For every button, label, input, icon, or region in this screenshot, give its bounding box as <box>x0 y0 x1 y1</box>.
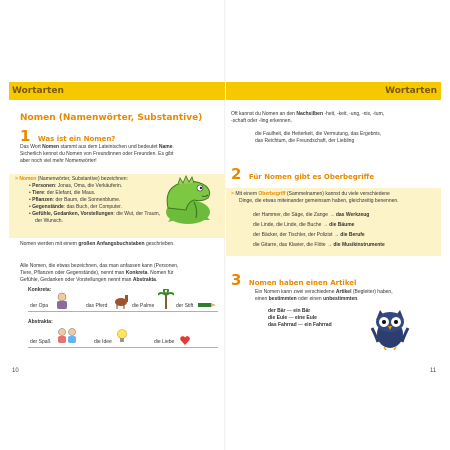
s3-text: einen <box>255 296 269 302</box>
intro-text: . <box>172 144 174 150</box>
section-1-title: Was ist ein Nomen? <box>37 135 116 143</box>
article-pair: der Bär — ein Bär <box>268 308 311 314</box>
right-band-title: Wortarten <box>385 86 437 96</box>
item-value: : das Buch, der Computer. <box>63 204 122 210</box>
suffix-examples <box>255 131 440 145</box>
section-3-number: 3 <box>231 271 242 289</box>
intro-line: -schaft oder -ling erkennen. <box>231 118 292 124</box>
left-main-title: Nomen (Namenwörter, Substantive) <box>20 113 203 123</box>
konkreta-word-pferd: das Pferd <box>86 303 108 309</box>
paragraph-text: . Nomen für <box>147 270 174 276</box>
konkreta-word-opa: der Opa <box>30 303 49 309</box>
paragraph-text: Tiere, Pflanzen oder Gegenstände), nennt man <box>20 270 126 276</box>
definite-article: der Bär <box>268 308 286 314</box>
section-1-number: 1 <box>20 127 31 145</box>
example-words: der Bäcker, der Tischler, der Polizist <box>253 232 333 238</box>
abstrakta-word-spass: der Spaß <box>30 339 51 345</box>
left-page-number: 10 <box>12 368 19 374</box>
s3-bold: bestimmten <box>268 296 297 302</box>
fun-icon <box>56 326 78 344</box>
paragraph-bold: Abstrakta <box>132 277 156 283</box>
konkreta-abstrakta-paragraph <box>20 263 220 284</box>
box-text: (Sammelnamen) kannst du viele verschiedene <box>285 191 390 197</box>
left-header-band <box>9 82 225 100</box>
section-3-text <box>255 289 440 303</box>
arrow-right-icon: → <box>322 222 328 228</box>
palm-icon <box>158 289 174 309</box>
examples-line: das Reichtum, die Freundschaft, der Liebling <box>255 138 355 144</box>
list-item: • Pflanzen: der Baum, die Sonnenblume. <box>29 197 121 203</box>
oberbegriffe-examples <box>253 212 438 252</box>
section-2-heading <box>231 165 374 184</box>
s3-bold: Artikel <box>335 289 352 295</box>
item-key: Gefühle, Gedanken, Vorstellungen <box>32 211 114 217</box>
arrow-icon: > <box>15 176 18 182</box>
intro-bold: Name <box>158 144 173 150</box>
list-item: • Personen: Jonas, Oma, die Verkäuferin. <box>29 183 123 189</box>
s3-text: (Begleiter) haben, <box>351 289 393 295</box>
item-key: Pflanzen <box>32 197 53 203</box>
right-page-number: 11 <box>430 368 437 374</box>
right-header-band <box>226 82 441 100</box>
note-bold: großen Anfangsbuchstaben <box>78 241 145 247</box>
suffix-intro <box>231 111 436 125</box>
list-item: • Gefühle, Gedanken, Vorstellungen: die Wut, der Traum, <box>29 211 161 217</box>
list-item: • Tiere: der Elefant, die Maus. <box>29 190 96 196</box>
konkreta-word-stift: der Stift <box>176 303 194 309</box>
note-text: geschrieben. <box>144 241 175 247</box>
abstrakta-word-idee: die Idee <box>94 339 112 345</box>
box-line: Dinge, die etwas miteinander gemeinsam haben, gleichzeitig benennen. <box>239 198 399 204</box>
section-3-heading <box>231 271 356 290</box>
list-item: • Gegenstände: das Buch, der Computer. <box>29 204 122 210</box>
example-words: die Linde, die Linde, die Buche <box>253 222 322 228</box>
konkreta-word-palme: die Palme <box>132 303 155 309</box>
example-row <box>253 232 438 242</box>
lightbulb-icon <box>116 329 128 343</box>
definite-article: das Fahrrad <box>268 322 297 328</box>
example-words: die Gitarre, das Klavier, die Flöte <box>253 242 326 248</box>
indefinite-article: ein Bär <box>293 308 311 314</box>
item-key: Tiere <box>32 190 45 196</box>
pencil-icon <box>198 301 216 309</box>
box-keyword: Oberbegriff <box>258 191 286 197</box>
item-key: Personen <box>32 183 55 189</box>
paragraph-text: . <box>155 277 158 283</box>
section-1-intro <box>20 144 220 165</box>
abstrakta-label: Abstrakta: <box>28 319 53 325</box>
section-2-number: 2 <box>231 165 242 183</box>
paragraph-line: Alle Nomen, die etwas bezeichnen, das man anfassen kann (Personen, <box>20 263 179 269</box>
item-value: : der Elefant, die Maus. <box>44 190 96 196</box>
konkreta-underline <box>28 311 218 312</box>
section-2-title: Für Nomen gibt es Oberbegriffe <box>248 173 375 181</box>
item-value: : der Baum, die Sonnenblume. <box>52 197 121 203</box>
example-result: das Werkzeug <box>335 212 370 218</box>
example-row <box>253 212 438 222</box>
article-pairs <box>268 308 368 329</box>
arrow-icon: > <box>231 191 234 197</box>
intro-text: Oft kannst du Nomen an den <box>231 111 297 117</box>
arrow-right-icon: → <box>326 242 332 248</box>
box-text: Mit einem <box>235 191 259 197</box>
article-pair: die Eule — eine Eule <box>268 315 317 321</box>
example-result: die Bäume <box>329 222 355 228</box>
definite-article: die Eule <box>268 315 288 321</box>
example-result: die Musikinstrumente <box>333 242 385 248</box>
box-keyword: Nomen <box>19 176 37 182</box>
abstrakta-underline <box>28 347 218 348</box>
example-words: der Hammer, die Säge, die Zange <box>253 212 329 218</box>
s3-text: Ein Nomen kann zwei verschiedene <box>255 289 336 295</box>
horse-icon <box>112 293 130 309</box>
definition-box-content <box>15 176 165 225</box>
konkreta-label: Konkreta: <box>28 287 52 293</box>
s3-text: oder einen <box>296 296 324 302</box>
paragraph-bold: Konkreta <box>125 270 148 276</box>
s3-text: . <box>357 296 359 302</box>
oberbegriffe-box-content <box>231 191 439 205</box>
intro-text: stammt aus dem Lateinischen und bedeutet <box>59 144 159 150</box>
note-text: Nomen werden mit einem <box>20 241 79 247</box>
capitalization-note <box>20 241 220 248</box>
arrow-right-icon: → <box>329 212 335 218</box>
box-head: (Namenwörter, Substantive) bezeichnen: <box>36 176 128 182</box>
left-band-title: Wortarten <box>12 86 64 96</box>
item-value: : Jonas, Oma, die Verkäuferin. <box>54 183 123 189</box>
example-row <box>253 222 438 232</box>
arrow-right-icon: → <box>333 232 339 238</box>
item-value: : die Wut, der Traum, <box>113 211 161 217</box>
intro-line: Sicherlich kennst du Nomen von Freundinnen oder Freunden. Es gibt <box>20 151 174 157</box>
intro-bold: Nachsilben <box>296 111 324 117</box>
dragon-illustration <box>158 172 216 226</box>
heart-icon <box>180 336 190 345</box>
intro-bold: Nomen <box>42 144 60 150</box>
s3-bold: unbestimmten <box>323 296 358 302</box>
example-row <box>253 242 438 252</box>
item-key: Gegenstände <box>32 204 64 210</box>
indefinite-article: eine Eule <box>294 315 317 321</box>
intro-text: Das Wort <box>20 144 43 150</box>
article-pair: das Fahrrad — ein Fahrrad <box>268 322 332 328</box>
owl-illustration <box>370 306 410 350</box>
abstrakta-word-liebe: die Liebe <box>154 339 175 345</box>
examples-line: die Faulheit, die Heiterkeit, die Vermutung, das Ergebnis, <box>255 131 382 137</box>
paragraph-text: Gefühle, Gedanken oder Vorstellungen nennt man <box>20 277 133 283</box>
example-result: die Berufe <box>340 232 365 238</box>
opa-icon <box>55 292 69 310</box>
section-3-title: Nomen haben einen Artikel <box>248 279 357 287</box>
indefinite-article: ein Fahrrad <box>304 322 332 328</box>
list-item-continued: der Wunsch. <box>35 218 63 224</box>
intro-line: aber noch viel mehr Nomenwörter! <box>20 158 97 164</box>
intro-text: -heit, -keit, -ung, -nis, -tum, <box>323 111 385 117</box>
